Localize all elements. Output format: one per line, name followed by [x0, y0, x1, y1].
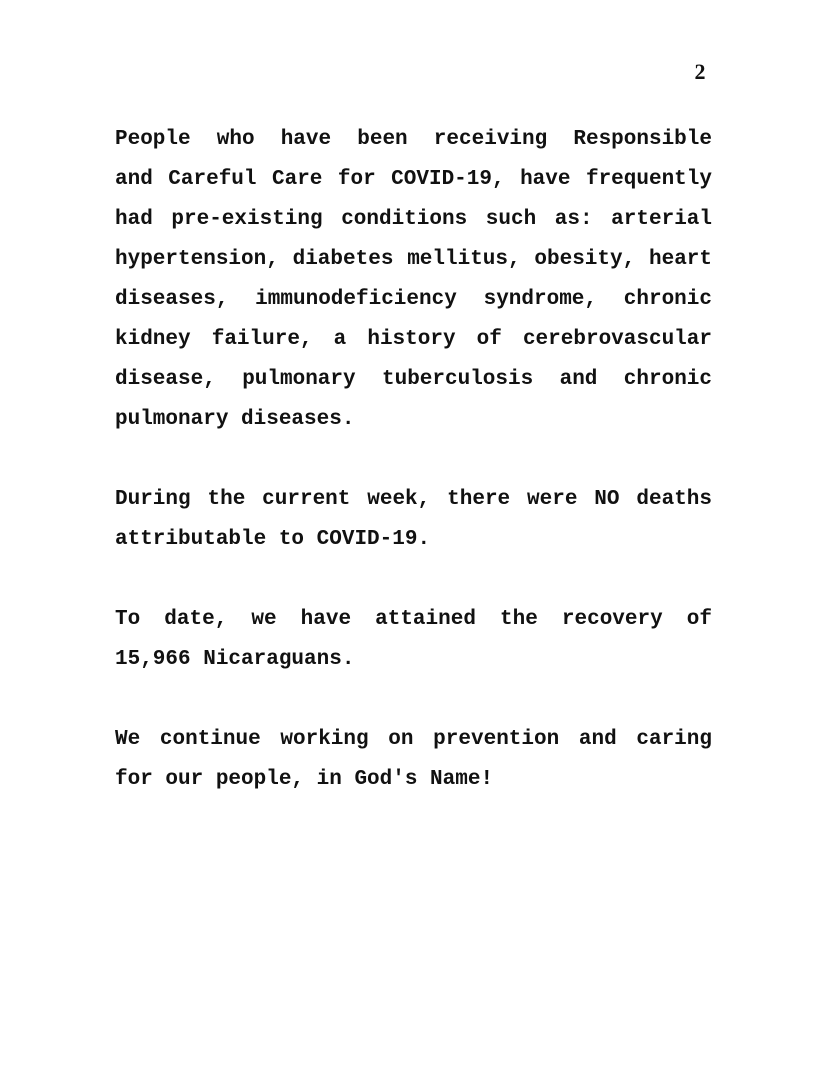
text-line: diseases, immunodeficiency syndrome, chronic	[115, 288, 712, 311]
text-line: 15,966 Nicaraguans.	[115, 648, 355, 671]
text-line: To date, we have attained the recovery of	[115, 608, 712, 631]
text-line: attributable to COVID-19.	[115, 528, 431, 551]
text-line: for our people, in God's Name!	[115, 768, 494, 791]
text-line: kidney failure, a history of cerebrovascular	[115, 328, 712, 351]
text-line: People who have been receiving Responsible	[115, 128, 712, 151]
paragraph-recoveries	[115, 600, 712, 680]
text-line: disease, pulmonary tuberculosis and chronic	[115, 368, 712, 391]
page-number: 2	[694, 59, 706, 84]
text-line: During the current week, there were NO deaths	[115, 488, 712, 511]
text-line: pulmonary diseases.	[115, 408, 355, 431]
document-body	[115, 120, 712, 800]
text-line: hypertension, diabetes mellitus, obesity, heart	[115, 248, 712, 271]
text-line: had pre-existing conditions such as: arterial	[115, 208, 712, 231]
paragraph-preexisting-conditions	[115, 120, 712, 440]
paragraph-no-deaths	[115, 480, 712, 560]
paragraph-closing	[115, 720, 712, 800]
text-line: and Careful Care for COVID-19, have frequently	[115, 168, 712, 191]
text-line: We continue working on prevention and caring	[115, 728, 712, 751]
